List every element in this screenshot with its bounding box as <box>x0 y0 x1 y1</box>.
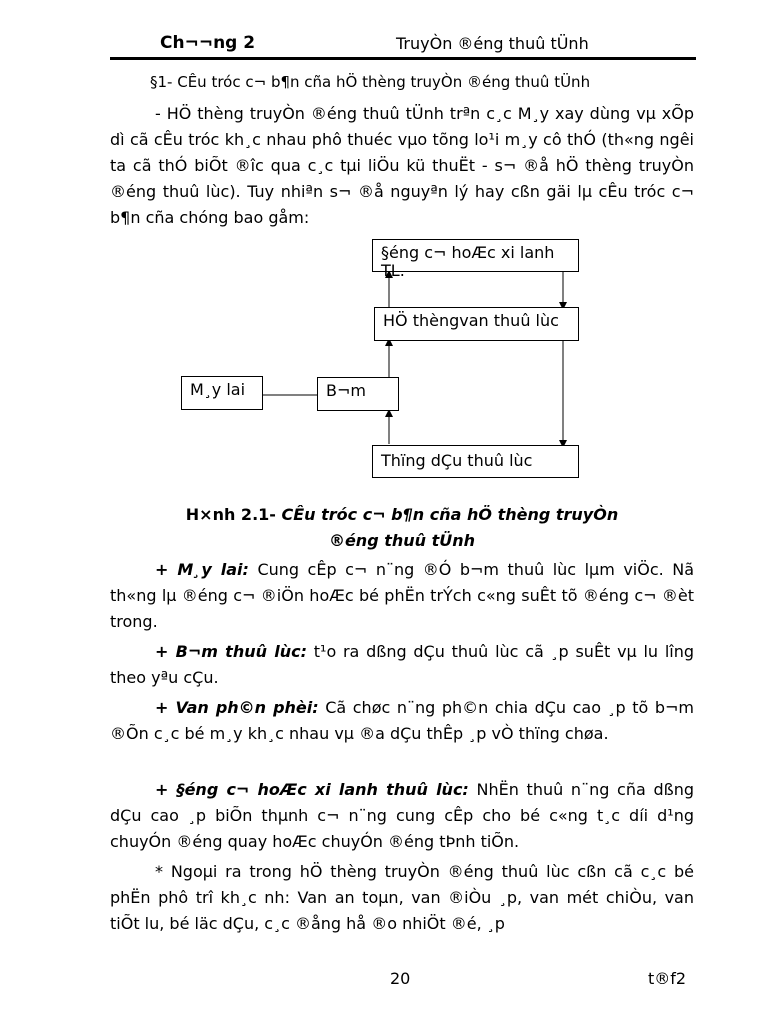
caption-prefix: H×nh 2.1- <box>185 505 282 524</box>
page-number: 20 <box>390 969 411 988</box>
item-text: Cã chøc n¨ng ph©n chia dÇu cao ¸p tõ b¬m ®Õn c¸c bé m¸y kh¸c nhau vµ ®a dÇu thÊp ¸p vÒ thïng chøa. <box>110 698 695 743</box>
item-engine: + M¸y lai: Cung cÊp c¬ n¨ng ®Ó b¬m thuû lùc lµm viÖc. Nã th«ng lµ ®éng c¬ ®iÖn hoÆc bé phËn trÝch c«ng suÊt tõ ®éng c¬ ®èt trong. <box>110 560 694 631</box>
chapter-label: Ch¬¬ng 2 <box>160 33 256 53</box>
item-pump: + B¬m thuû lùc: t¹o ra dßng dÇu thuû lùc cã ¸p suÊt vµ lu lîng theo yªu cÇu. <box>110 642 695 687</box>
caption-line2: ®éng thuû tÜnh <box>328 531 476 550</box>
figure-caption <box>110 502 694 554</box>
item-text: NhËn thuû n¨ng cña dßng dÇu cao ¸p biÕn thµnh c¬ n¨ng cung cÊp cho bé c«ng t¸c díi d¹ng chuyÓn ®éng quay hoÆc chuyÓn ®éng tÞnh tiÕn. <box>110 780 694 851</box>
header-rule <box>110 57 696 60</box>
item-label: §éng c¬ hoÆc xi lanh thuû lùc: <box>176 780 469 799</box>
chapter-title: TruyÒn ®éng thuû tÜnh <box>396 34 589 53</box>
item-label: M¸y lai: <box>177 560 249 579</box>
item-label: Van ph©n phèi: <box>175 698 319 717</box>
footer-tag: t®f2 <box>648 969 687 988</box>
valve-box: HÖ thèngvan thuû lùc <box>374 307 579 341</box>
motor-box: §éng c¬ hoÆc xi lanh TL. <box>372 239 579 272</box>
engine-box: M¸y lai <box>181 376 263 410</box>
item-text: t¹o ra dßng dÇu thuû lùc cã ¸p suÊt vµ lu lîng theo yªu cÇu. <box>110 642 695 687</box>
note-paragraph: * Ngoµi ra trong hÖ thèng truyÒn ®éng thuû lùc cßn cã c¸c bé phËn phô trî kh¸c nh: Van an toµn, van ®iÒu ¸p, van mét chiÒu, van tiÕt lu, bé läc dÇu, c¸c ®ång hå ®o nhiÖt ®é, ¸p <box>110 862 694 933</box>
item-text: Cung cÊp c¬ n¨ng ®Ó b¬m thuû lùc lµm viÖc. Nã th«ng lµ ®éng c¬ ®iÖn hoÆc bé phËn trÝch c«ng suÊt tõ ®éng c¬ ®èt trong. <box>110 560 694 631</box>
intro-paragraph: - HÖ thèng truyÒn ®éng thuû tÜnh trªn c¸c M¸y xay dùng vµ xÕp dì cã cÊu tróc kh¸c nhau phô thuéc vµo tõng lo¹i m¸y cô thÓ (th«ng ngêi ta cã thÓ biÕt ®îc qua c¸c tµi liÖu kü thuËt - s¬ ®å hÖ thèng truyÒn ®éng thuû lùc). Tuy nhiªn s¬ ®å nguyªn lý hay cßn gäi lµ cÊu tróc c¬ b¶n cña chóng bao gåm: <box>110 104 694 227</box>
pump-box: B¬m <box>317 377 399 411</box>
tank-box: Thïng dÇu thuû lùc <box>372 445 579 478</box>
item-valve: + Van ph©n phèi: Cã chøc n¨ng ph©n chia dÇu cao ¸p tõ b¬m ®Õn c¸c bé m¸y kh¸c nhau vµ ®a dÇu thÊp ¸p vÒ thïng chøa. <box>110 698 695 743</box>
item-motor: + §éng c¬ hoÆc xi lanh thuû lùc: NhËn thuû n¨ng cña dßng dÇu cao ¸p biÕn thµnh c¬ n¨ng cung cÊp cho bé c«ng t¸c díi d¹ng chuyÓn ®éng quay hoÆc chuyÓn ®éng tÞnh tiÕn. <box>110 780 694 851</box>
item-label: B¬m thuû lùc: <box>175 642 307 661</box>
section-heading: §1- CÊu tróc c¬ b¶n cña hÖ thèng truyÒn ®éng thuû tÜnh <box>150 73 591 91</box>
caption-line1: CÊu tróc c¬ b¶n cña hÖ thèng truyÒn <box>281 505 619 524</box>
